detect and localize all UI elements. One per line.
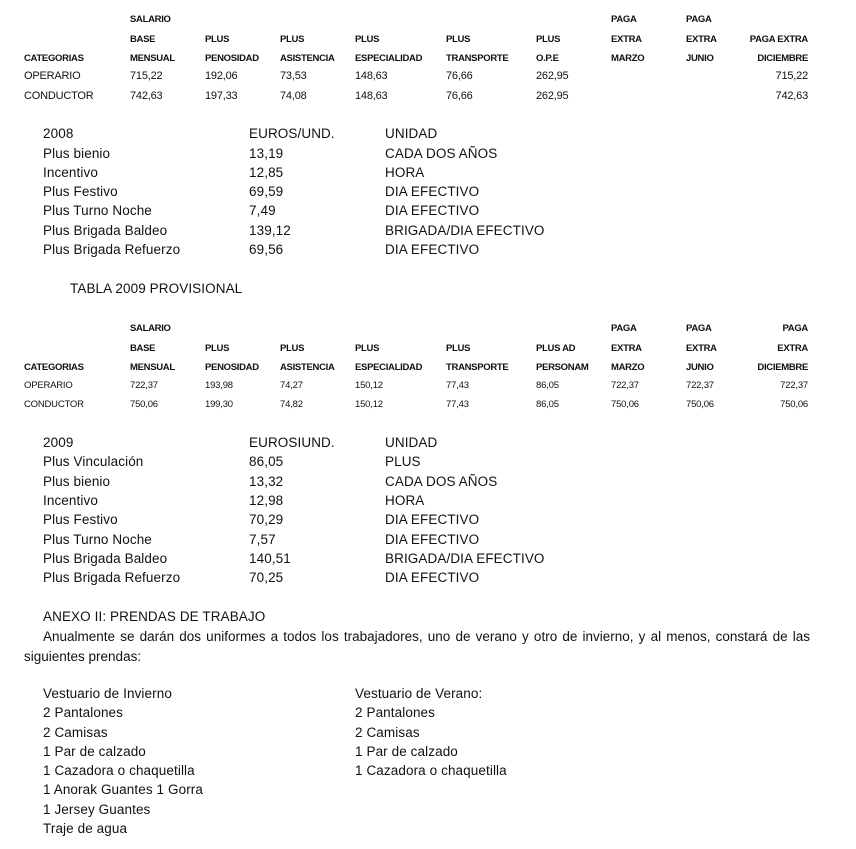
plus-concepto: Incentivo (43, 493, 98, 508)
plus-valor: 140,51 (249, 551, 291, 566)
plus-concepto: Plus Brigada Baldeo (43, 551, 168, 566)
anexo-title: ANEXO II: PRENDAS DE TRABAJO (43, 609, 266, 624)
table-cell: 262,95 (536, 90, 569, 102)
header-plus: PLUS (280, 34, 305, 45)
plus-unidad: DIA EFECTIVO (385, 512, 480, 527)
header-extra-marzo: EXTRA (611, 343, 642, 354)
table-cell: 715,22 (775, 70, 808, 82)
table-cell: 742,63 (775, 90, 808, 102)
plus-unidad: BRIGADA/DIA EFECTIVO (385, 551, 545, 566)
header-categorias: CATEGORIAS (24, 53, 84, 64)
plus-concepto: Plus bienio (43, 146, 111, 161)
plus-valor: 12,98 (249, 493, 284, 508)
plus-valor: 139,12 (249, 223, 291, 238)
header-plus: PLUS (280, 343, 305, 354)
plus-valor: 13,19 (249, 146, 284, 161)
plus-valor: 7,57 (249, 532, 276, 547)
header-especialidad: ESPECIALIDAD (355, 362, 423, 373)
verano-title: Vestuario de Verano: (355, 686, 483, 701)
list-item: 1 Jersey Guantes (43, 802, 151, 817)
list-item: 2 Pantalones (43, 705, 124, 720)
table-cell: 750,06 (130, 399, 158, 410)
table-cell: 74,82 (280, 399, 303, 410)
table-cell: 150,12 (355, 380, 383, 391)
plus-concepto: Incentivo (43, 165, 98, 180)
plus-unidad: HORA (385, 165, 425, 180)
plus-valor: 13,32 (249, 474, 284, 489)
table-cell: 193,98 (205, 380, 233, 391)
header-extra-marzo: EXTRA (611, 34, 642, 45)
list-item: 2 Camisas (355, 725, 420, 740)
list-item: 1 Cazadora o chaquetilla (43, 763, 195, 778)
plus-unidad: CADA DOS AÑOS (385, 146, 498, 161)
plus-unidad: DIA EFECTIVO (385, 570, 480, 585)
plus-valor: 70,29 (249, 512, 284, 527)
header-asistencia: ASISTENCIA (280, 53, 335, 64)
header-marzo: MARZO (611, 362, 645, 373)
header-plus: PLUS (205, 343, 230, 354)
plus-concepto: Plus Brigada Refuerzo (43, 570, 181, 585)
header-penosidad: PENOSIDAD (205, 362, 259, 373)
plus-valor: 70,25 (249, 570, 284, 585)
plus-valor: 7,49 (249, 203, 276, 218)
table-cell-categoria: CONDUCTOR (24, 90, 94, 102)
plus-concepto: Plus bienio (43, 474, 111, 489)
list-item: 1 Par de calzado (43, 744, 146, 759)
list-item: 1 Cazadora o chaquetilla (355, 763, 507, 778)
plus-concepto: Plus Brigada Refuerzo (43, 242, 181, 257)
table-cell: 76,66 (446, 70, 473, 82)
header-plus: PLUS (205, 34, 230, 45)
header-marzo: MARZO (611, 53, 645, 64)
header-transporte: TRANSPORTE (446, 53, 509, 64)
header-penosidad: PENOSIDAD (205, 53, 259, 64)
header-paga-marzo: PAGA (611, 14, 637, 25)
plus-valor: 86,05 (249, 454, 284, 469)
header-categorias: CATEGORIAS (24, 362, 84, 373)
plus-euros-header: EUROSIUND. (249, 435, 335, 450)
list-item: Traje de agua (43, 821, 128, 836)
header-paga-marzo: PAGA (611, 323, 637, 334)
header-base: BASE (130, 34, 156, 45)
header-plus-ad: PLUS AD (536, 343, 576, 354)
plus-concepto: Plus Brigada Baldeo (43, 223, 168, 238)
header-paga-diciembre: PAGA (782, 323, 808, 334)
list-item: 2 Camisas (43, 725, 108, 740)
list-item: 1 Par de calzado (355, 744, 458, 759)
table-cell: 750,06 (611, 399, 639, 410)
table-cell: 74,08 (280, 90, 307, 102)
table-cell: 262,95 (536, 70, 569, 82)
table-cell: 742,63 (130, 90, 163, 102)
table-cell: 77,43 (446, 380, 469, 391)
invierno-title: Vestuario de Invierno (43, 686, 172, 701)
table-cell-categoria: OPERARIO (24, 380, 73, 391)
header-extra-diciembre: EXTRA (777, 343, 808, 354)
table-cell: 722,37 (686, 380, 714, 391)
list-item: 1 Anorak Guantes 1 Gorra (43, 782, 203, 797)
table-cell: 148,63 (355, 70, 388, 82)
plus-unidad: DIA EFECTIVO (385, 532, 480, 547)
header-salario: SALARIO (130, 323, 171, 334)
plus-valor: 69,59 (249, 184, 284, 199)
table-cell: 197,33 (205, 90, 238, 102)
table-cell: 73,53 (280, 70, 307, 82)
plus-euros-header: EUROS/UND. (249, 126, 335, 141)
plus-unidad: DIA EFECTIVO (385, 184, 480, 199)
plus-unidad: HORA (385, 493, 425, 508)
header-paga-junio: PAGA (686, 323, 712, 334)
plus-valor: 12,85 (249, 165, 284, 180)
plus-year: 2009 (43, 435, 74, 450)
plus-year: 2008 (43, 126, 74, 141)
header-junio: JUNIO (686, 53, 714, 64)
table-cell: 76,66 (446, 90, 473, 102)
header-especialidad: ESPECIALIDAD (355, 53, 423, 64)
header-paga-extra: PAGA EXTRA (749, 34, 808, 45)
anexo-paragraph (24, 627, 810, 666)
tabla-2009-title: TABLA 2009 PROVISIONAL (70, 281, 243, 296)
header-base: BASE (130, 343, 156, 354)
table-cell: 86,05 (536, 380, 559, 391)
table-cell: 77,43 (446, 399, 469, 410)
plus-unidad: DIA EFECTIVO (385, 203, 480, 218)
header-extra-junio: EXTRA (686, 343, 717, 354)
header-mensual: MENSUAL (130, 362, 175, 373)
plus-unidad-header: UNIDAD (385, 126, 438, 141)
table-cell: 722,37 (611, 380, 639, 391)
header-transporte: TRANSPORTE (446, 362, 509, 373)
plus-unidad: CADA DOS AÑOS (385, 474, 498, 489)
plus-concepto: Plus Vinculación (43, 454, 144, 469)
plus-unidad: DIA EFECTIVO (385, 242, 480, 257)
header-salario: SALARIO (130, 14, 171, 25)
table-cell-categoria: OPERARIO (24, 70, 81, 82)
header-plus: PLUS (446, 343, 471, 354)
header-extra-junio: EXTRA (686, 34, 717, 45)
table-cell: 722,37 (780, 380, 808, 391)
table-cell: 86,05 (536, 399, 559, 410)
plus-unidad-header: UNIDAD (385, 435, 438, 450)
header-plus: PLUS (536, 34, 561, 45)
table-cell: 722,37 (130, 380, 158, 391)
header-plus: PLUS (355, 343, 380, 354)
table-cell-categoria: CONDUCTOR (24, 399, 84, 410)
plus-concepto: Plus Festivo (43, 184, 118, 199)
table-cell: 750,06 (686, 399, 714, 410)
table-cell: 199,30 (205, 399, 233, 410)
header-paga-junio: PAGA (686, 14, 712, 25)
table-cell: 715,22 (130, 70, 163, 82)
header-asistencia: ASISTENCIA (280, 362, 335, 373)
table-cell: 148,63 (355, 90, 388, 102)
table-cell: 150,12 (355, 399, 383, 410)
table-cell: 74,27 (280, 380, 303, 391)
plus-concepto: Plus Turno Noche (43, 203, 152, 218)
header-ope: O.P.E (536, 53, 559, 64)
header-diciembre: DICIEMBRE (757, 53, 808, 64)
plus-concepto: Plus Festivo (43, 512, 118, 527)
table-cell: 192,06 (205, 70, 238, 82)
header-plus: PLUS (446, 34, 471, 45)
header-plus: PLUS (355, 34, 380, 45)
plus-valor: 69,56 (249, 242, 284, 257)
plus-unidad: BRIGADA/DIA EFECTIVO (385, 223, 545, 238)
list-item: 2 Pantalones (355, 705, 436, 720)
anexo-paragraph-text: Anualmente se darán dos uniformes a todos los trabajadores, uno de verano y otro de invierno, y al menos, constará de las siguientes prendas: (24, 629, 810, 664)
header-diciembre: DICIEMBRE (757, 362, 808, 373)
header-mensual: MENSUAL (130, 53, 175, 64)
header-personam: PERSONAM (536, 362, 589, 373)
header-junio: JUNIO (686, 362, 714, 373)
table-cell: 750,06 (780, 399, 808, 410)
plus-concepto: Plus Turno Noche (43, 532, 152, 547)
plus-unidad: PLUS (385, 454, 421, 469)
